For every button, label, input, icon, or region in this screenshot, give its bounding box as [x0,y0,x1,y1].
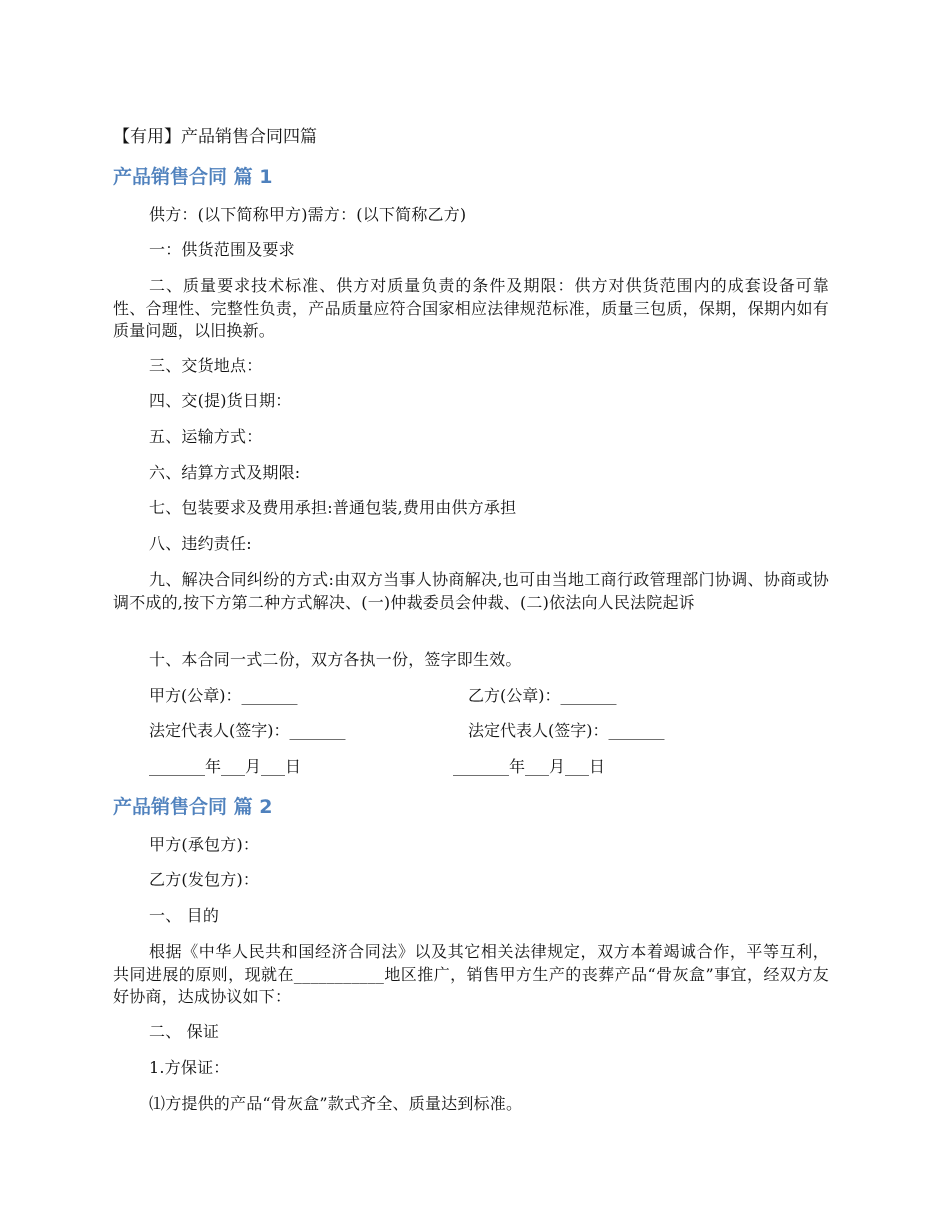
section-2-para-4: 根据《中华人民共和国经济合同法》以及其它相关法律规定，双方本着竭诚合作，平等互利，共同进展的原则，现就在___________地区推广，销售甲方生产的丧葬产品“骨灰盒”事宜，经双方友好协商，达成协议如下： [113,942,829,1006]
section-1-para-9: 八、违约责任: [149,534,252,553]
party-b-representative: 法定代表人(签字)：_______ [468,721,665,740]
party-b-date: _______年___月___日 [453,757,606,776]
section-2-para-1: 甲方(承包方)： [149,835,260,854]
section-1-para-5: 四、交(提)货日期： [149,391,292,410]
section-2-para-6: 1.方保证： [149,1058,230,1077]
section-2-para-5: 二、 保证 [149,1022,220,1041]
section-1-para-10: 九、解决合同纠纷的方式:由双方当事人协商解决,也可由当地工商行政管理部门协调、协商或协调不成的,按下方第二种方式解决、(一)仲裁委员会仲裁、(二)依法向人民法院起诉 [113,570,829,612]
party-a-representative: 法定代表人(签字)：_______ [149,721,346,740]
party-a-date: _______年___月___日 [149,757,302,776]
section-1-para-4: 三、交货地点： [149,356,263,375]
section-2-para-3: 一、 目的 [149,906,220,925]
party-b-seal: 乙方(公章)：_______ [468,686,617,705]
party-a-seal: 甲方(公章)：_______ [149,686,298,705]
section-1-para-6: 五、运输方式： [149,427,263,446]
section-1-para-7: 六、结算方式及期限: [149,463,301,482]
section-1-para-11: 十、本合同一式二份，双方各执一份，签字即生效。 [149,650,522,669]
section-1-heading-text: 产品销售合同 [113,166,228,188]
section-1-para-2: 一：供货范围及要求 [149,240,295,259]
section-2-heading-text: 产品销售合同 [113,796,228,818]
document-title: 【有用】产品销售合同四篇 [113,127,317,147]
section-2-para-7: ⑴方提供的产品“骨灰盒”款式齐全、质量达到标准。 [149,1094,523,1113]
section-2-heading [113,794,272,820]
section-1-para-8: 七、包装要求及费用承担:普通包装,费用由供方承担 [149,498,517,517]
section-1-heading-number: 篇 1 [233,166,273,188]
section-2-para-2: 乙方(发包方)： [149,870,260,889]
section-1-para-1: 供方：(以下简称甲方)需方：(以下简称乙方) [149,205,467,224]
section-1-heading [113,164,272,190]
section-1-para-3: 二、质量要求技术标准、供方对质量负责的条件及期限：供方对供货范围内的成套设备可靠性、合理性、完整性负责，产品质量应符合国家相应法律规范标准，质量三包质，保期，保期内如有质量问题，以旧换新。 [113,276,829,340]
section-2-heading-number: 篇 2 [233,796,273,818]
